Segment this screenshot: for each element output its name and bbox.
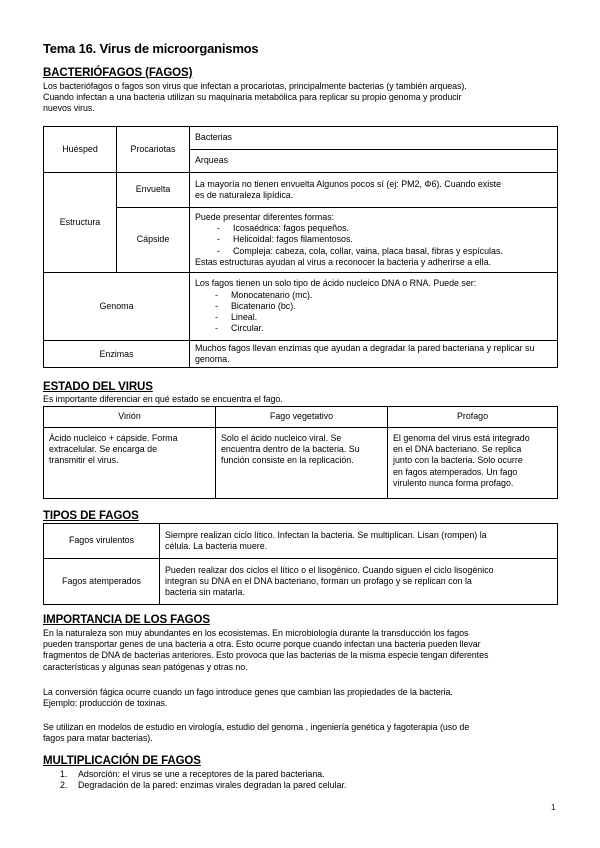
cell-virulentos-text: Siempre realizan ciclo lítico. Infectan la bacteria. Se multiplican. Lisan (rompen) la célula. La bacteria muere. <box>160 524 558 559</box>
col-header-fago-vegetativo: Fago vegetativo <box>216 407 388 428</box>
capside-list <box>195 223 552 257</box>
list-item: - Lineal. <box>215 312 258 323</box>
cell-capside: Cápside <box>117 208 190 273</box>
col-header-virion: Virión <box>44 407 216 428</box>
cell-procariotas: Procariotas <box>117 127 190 173</box>
list-item: 1. Adsorción: el virus se une a receptores de la pared bacteriana. <box>60 769 325 779</box>
tipos-table <box>43 523 558 605</box>
text-line: es de naturaleza lipídica. <box>195 190 294 200</box>
cell-fagos-virulentos: Fagos virulentos <box>44 524 160 559</box>
intro-line: Los bacteriófagos o fagos son virus que infectan a procariotas, principalmente bacterias (y también arqueas). <box>43 81 467 91</box>
text-line: Los fagos tienen un solo tipo de ácido nucleico DNA o RNA. Puede ser: <box>195 278 477 289</box>
heading-tipos: TIPOS DE FAGOS <box>43 510 139 522</box>
page-number: 1 <box>551 803 556 812</box>
cell-fagos-atemperados: Fagos atemperados <box>44 559 160 605</box>
cell-genoma: Genoma <box>44 273 190 341</box>
intro-line: Cuando infectan a una bacteria utilizan su maquinaria metabólica para replicar su propio genoma y producir <box>43 92 462 103</box>
list-item: - Monocatenario (mc). <box>215 289 313 300</box>
cell-genoma-text <box>190 273 558 341</box>
col-header-profago: Profago <box>388 407 558 428</box>
cell-estructura: Estructura <box>44 173 117 273</box>
table-row <box>44 208 558 273</box>
table-row <box>44 173 558 208</box>
cell-arqueas: Arqueas <box>190 150 558 173</box>
cell-huesped: Huésped <box>44 127 117 173</box>
heading-bacteriofagos: BACTERIÓFAGOS (FAGOS) <box>43 67 193 79</box>
cell-atemperados-text: Pueden realizar dos ciclos el lítico o el lisogénico. Cuando siguen el ciclo lisogénico integran su DNA en el DNA bacteriano, forman un profago y se replican con la bacteria sin matarla. <box>160 559 558 605</box>
list-item: - Bicatenario (bc). <box>215 300 296 311</box>
document-title: Tema 16. Virus de microorganismos <box>43 41 259 56</box>
table-row <box>44 127 558 150</box>
cell-profago: El genoma del virus está integrado en el DNA bacteriano. Se replica junto con la bacteria. Solo ocurre en fagos atemperados. Un fago virulento nunca forma profago. <box>388 428 558 499</box>
table-row <box>44 524 558 559</box>
list-item: - Compleja: cabeza, cola, collar, vaina, placa basal, fibras y espículas. <box>217 245 503 256</box>
cell-capside-text <box>190 208 558 273</box>
heading-estado: ESTADO DEL VIRUS <box>43 381 153 393</box>
list-item: - Icosaédrica: fagos pequeños. <box>217 223 349 234</box>
bacteriofagos-intro <box>43 81 558 115</box>
cell-enzimas: Enzimas <box>44 341 190 368</box>
heading-importancia: IMPORTANCIA DE LOS FAGOS <box>43 614 210 626</box>
cell-virion: Ácido nucleico + cápside. Forma extracelular. Se encarga de transmitir el virus. <box>44 428 216 499</box>
cell-envuelta: Envuelta <box>117 173 190 208</box>
cell-fago-vegetativo: Solo el ácido nucleico viral. Se encuentra dentro de la bacteria. Su función consiste en la replicación. <box>216 428 388 499</box>
table-row <box>44 341 558 368</box>
text-line: Estas estructuras ayudan al virus a reconocer la bacteria y adherirse a ella. <box>195 256 491 267</box>
genoma-list <box>195 290 552 335</box>
text-line: Puede presentar diferentes formas: <box>195 211 335 222</box>
table-row <box>44 428 558 499</box>
cell-bacterias: Bacterias <box>190 127 558 150</box>
table-row <box>44 407 558 428</box>
importancia-p3: Se utilizan en modelos de estudio en virología, estudio del genoma , ingeniería genética y fagoterapia (uso de fagos para matar bacterias). <box>43 722 470 744</box>
list-item: - Helicoidal: fagos filamentosos. <box>217 234 353 245</box>
list-item: - Circular. <box>215 323 264 334</box>
importancia-p1: En la naturaleza son muy abundantes en los ecosistemas. En microbiología durante la transducción los fagos pueden transportar genes de una bacteria a otra. Esto ocurre porque cuando infectan una bacteria pueden llevar fragmentos de DNA de bacterias anteriores. Esto provoca que las bacterias de la misma especie tengan diferentes características y algunas sean patógenas y otras no. <box>43 628 489 672</box>
cell-enzimas-text: Muchos fagos llevan enzimas que ayudan a degradar la pared bacteriana y replicar su genoma. <box>190 341 558 368</box>
multiplicacion-list <box>60 769 346 791</box>
importancia-p2: La conversión fágica ocurre cuando un fago introduce genes que cambian las propiedades de la bacteria. Ejemplo: producción de toxinas. <box>43 687 453 709</box>
bacteriofagos-table <box>43 126 558 368</box>
estado-table <box>43 406 558 499</box>
text-line: La mayoría no tienen envuelta Algunos pocos sí (ej: PM2, Φ6). Cuando existe <box>195 178 502 189</box>
heading-multiplicacion: MULTIPLICACIÓN DE FAGOS <box>43 755 201 767</box>
table-row <box>44 559 558 605</box>
table-row <box>44 273 558 341</box>
cell-envuelta-text <box>190 173 558 208</box>
intro-line: nuevos virus. <box>43 103 95 114</box>
estado-intro: Es importante diferenciar en qué estado se encuentra el fago. <box>43 394 283 404</box>
list-item: 2. Degradación de la pared: enzimas virales degradan la pared celular. <box>60 780 347 791</box>
